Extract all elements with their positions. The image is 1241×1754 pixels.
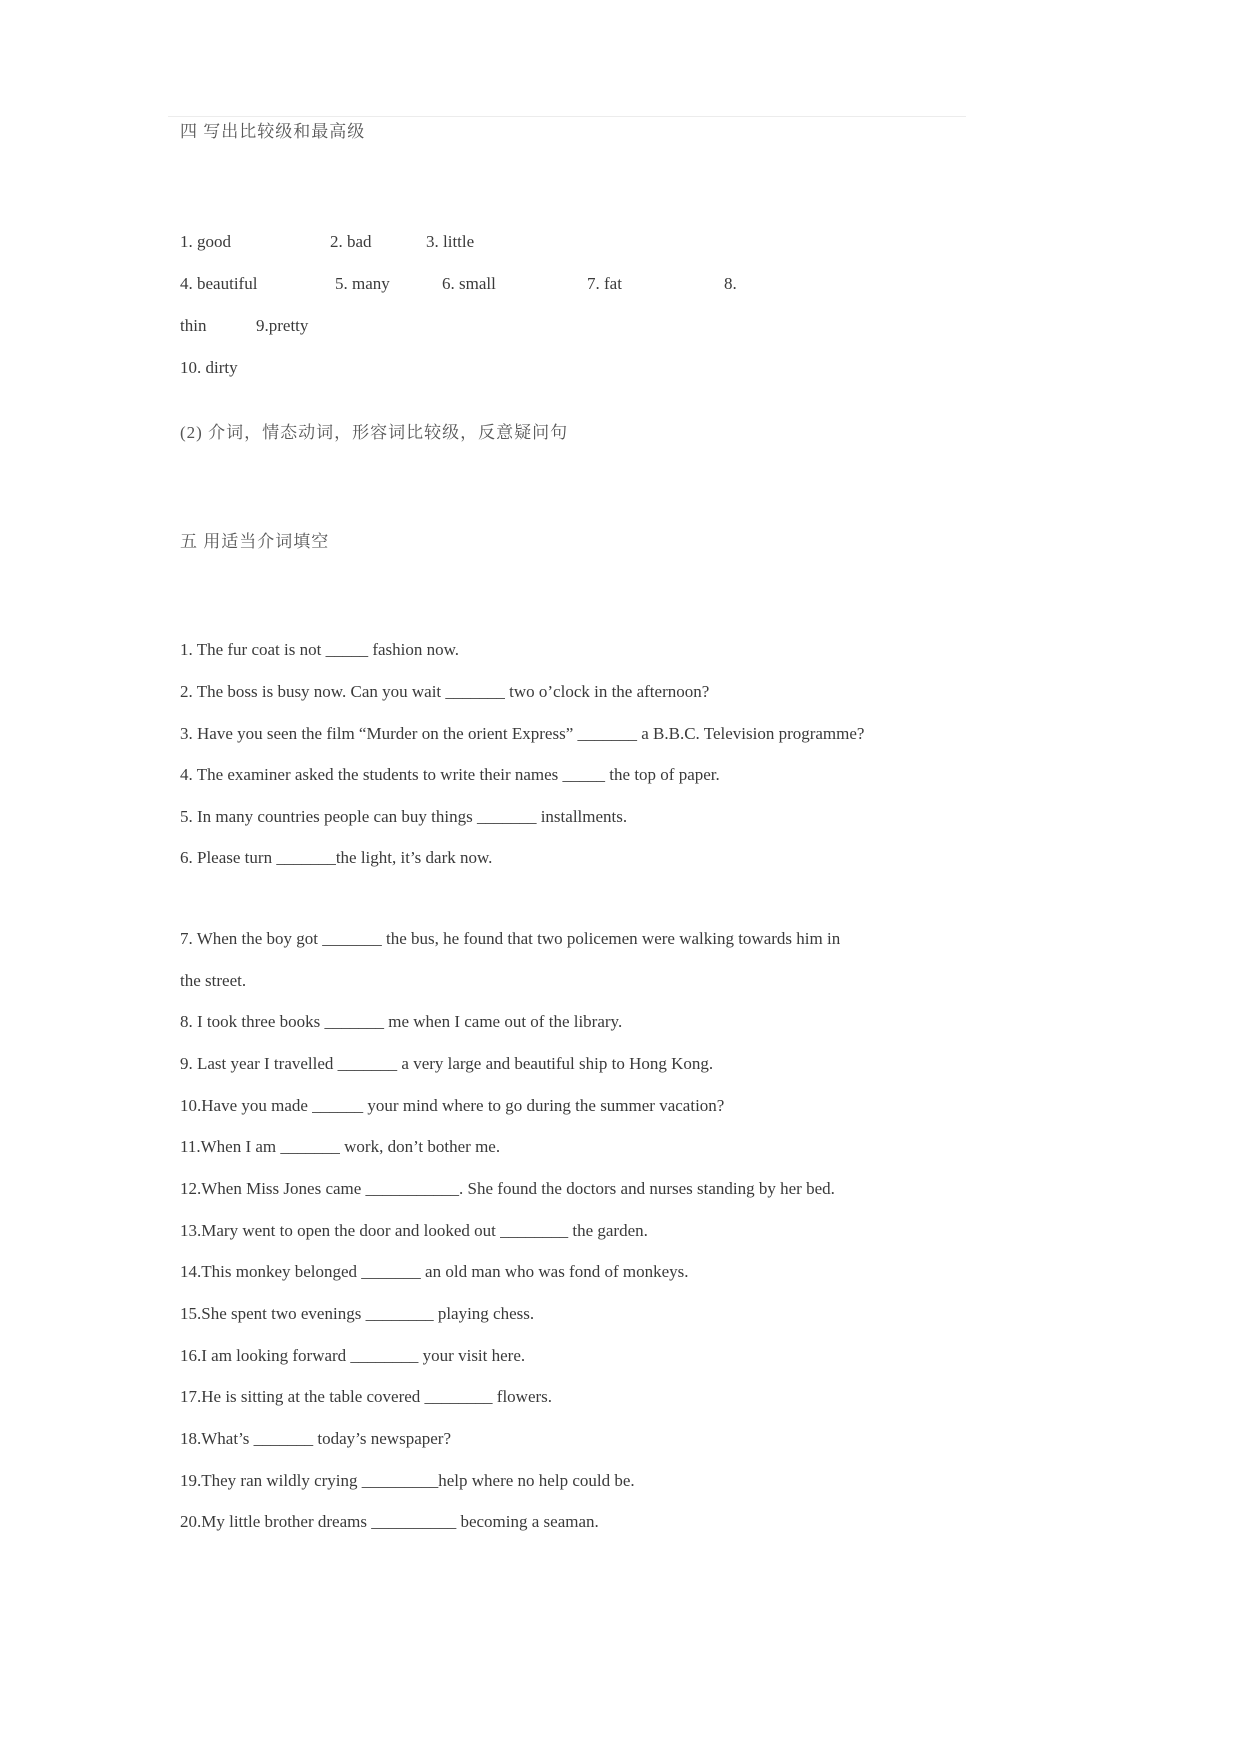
question-1: 1. The fur coat is not _____ fashion now. — [180, 640, 460, 659]
question-20: 20.My little brother dreams __________ becoming a seaman. — [180, 1512, 599, 1531]
question-18: 18.What’s _______ today’s newspaper? — [180, 1429, 451, 1448]
section4-heading: 四 写出比较级和最高级 — [180, 122, 366, 141]
word-8: 8. — [724, 274, 737, 293]
word-3: 3. little — [426, 232, 475, 251]
question-4: 4. The examiner asked the students to write their names _____ the top of paper. — [180, 765, 720, 784]
word-7: 7. fat — [587, 274, 622, 293]
word-2: 2. bad — [330, 232, 372, 251]
top-rule — [168, 116, 966, 117]
word-8-continued: thin — [180, 316, 207, 335]
question-7-line1: 7. When the boy got _______ the bus, he found that two policemen were walking towards him in — [180, 929, 841, 948]
grammar-subtitle: (2) 介词，情态动词，形容词比较级，反意疑问句 — [180, 423, 569, 442]
question-8: 8. I took three books _______ me when I came out of the library. — [180, 1012, 623, 1031]
question-13: 13.Mary went to open the door and looked out ________ the garden. — [180, 1221, 648, 1240]
word-10: 10. dirty — [180, 358, 238, 377]
question-3: 3. Have you seen the film “Murder on the orient Express” _______ a B.B.C. Television programme? — [180, 724, 865, 743]
question-17: 17.He is sitting at the table covered ________ flowers. — [180, 1387, 553, 1406]
word-4: 4. beautiful — [180, 274, 258, 293]
word-6: 6. small — [442, 274, 496, 293]
question-14: 14.This monkey belonged _______ an old man who was fond of monkeys. — [180, 1262, 689, 1281]
question-11: 11.When I am _______ work, don’t bother me. — [180, 1137, 501, 1156]
question-7-line2: the street. — [180, 971, 247, 990]
question-15: 15.She spent two evenings ________ playing chess. — [180, 1304, 535, 1323]
question-10: 10.Have you made ______ your mind where to go during the summer vacation? — [180, 1096, 725, 1115]
question-12: 12.When Miss Jones came ___________. She found the doctors and nurses standing by her bed. — [180, 1179, 835, 1198]
question-5: 5. In many countries people can buy things _______ installments. — [180, 807, 628, 826]
word-9: 9.pretty — [256, 316, 309, 335]
question-6: 6. Please turn _______the light, it’s dark now. — [180, 848, 493, 867]
question-9: 9. Last year I travelled _______ a very large and beautiful ship to Hong Kong. — [180, 1054, 714, 1073]
section5-heading: 五 用适当介词填空 — [180, 532, 330, 551]
word-5: 5. many — [335, 274, 390, 293]
question-2: 2. The boss is busy now. Can you wait _______ two o’clock in the afternoon? — [180, 682, 710, 701]
question-19: 19.They ran wildly crying _________help where no help could be. — [180, 1471, 635, 1490]
word-1: 1. good — [180, 232, 231, 251]
question-16: 16.I am looking forward ________ your visit here. — [180, 1346, 526, 1365]
